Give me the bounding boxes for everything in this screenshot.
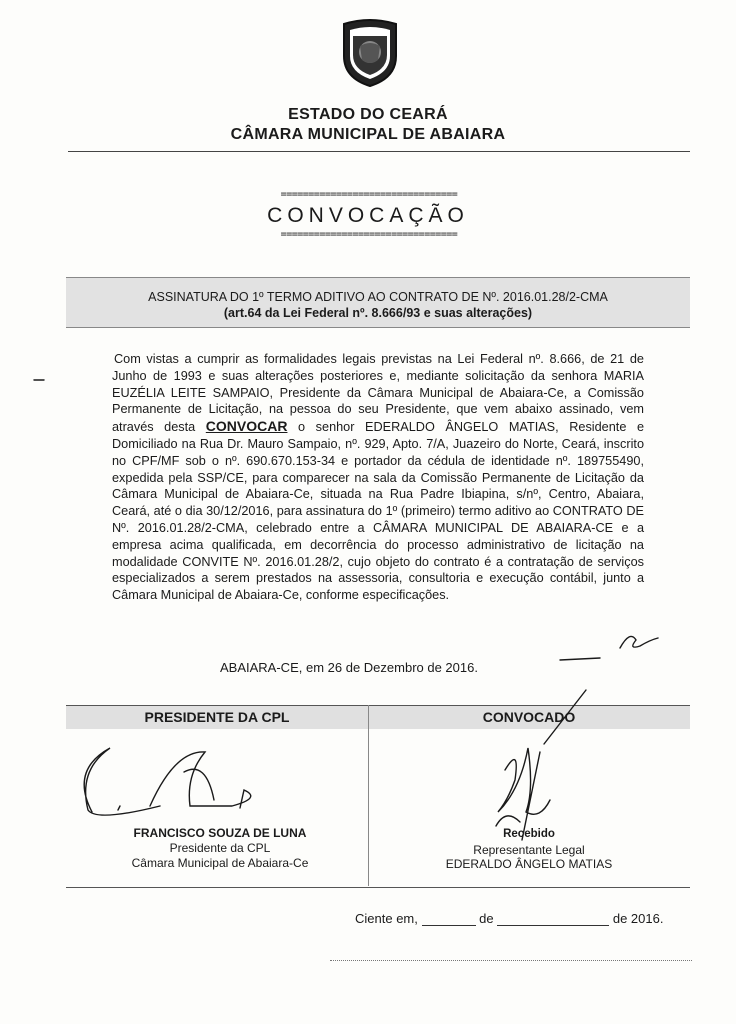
diagonal-stroke: [544, 690, 586, 744]
legal-basis-line: (art.64 da Lei Federal nº. 8.666/93 e suas alterações): [223, 306, 533, 320]
president-name: FRANCISCO SOUZA DE LUNA: [133, 826, 307, 840]
title-separator-top: ================================: [280, 189, 458, 200]
convoked-heading: CONVOCADO: [482, 709, 576, 725]
president-signature-stroke: [184, 769, 214, 800]
chamber-name: CÂMARA MUNICIPAL DE ABAIARA: [230, 126, 506, 143]
body-text-part2: o senhor EDERALDO ÂNGELO MATIAS, Residente e Domiciliado na Rua Dr. Mauro Sampaio, nº. 929, Apto. 7/A, Juazeiro do Norte, Ceará, inscrito no CPF/MF sob o nº. 690.670.153-34 e portador da cédula de identidade nº. 189755490, expedida pela SSP/CE, para comparecer na sala da Comissão Permanente de Licitação da Câmara Municipal de Abaiara-Ce, situada na Rua Padre Ibiapina, s/nº, Centro, Abaiara, Ceará, até o dia 30/12/2016, para assinatura do 1º (primeiro) termo aditivo ao CONTRATO DE Nº. 2016.01.28/2-CMA, celebrado entre a CÂMARA MUNICIPAL DE ABAIARA-CE e a empresa acima qualificada, em decorrência do processo administrativo de licitação na modalidade CONVITE Nº. 2016.01.28/2, cujo objeto do contrato é a contratação de serviços especializados a serem prestados na assessoria, consultoria e execução contábil, junto a Câmara Municipal de Abaiara-Ce, conforme especificações.: [112, 420, 644, 603]
acknowledgment-middle: de: [479, 911, 494, 926]
president-org: Câmara Municipal de Abaiara-Ce: [131, 856, 309, 870]
subject-line: ASSINATURA DO 1º TERMO ADITIVO AO CONTRATO DE Nº. 2016.01.28/2-CMA: [148, 290, 608, 304]
acknowledgment-prefix: Ciente em,: [355, 911, 418, 926]
initials-tail: [560, 658, 600, 660]
body-text-part1: Com vistas a cumprir as formalidades legais previstas na Lei Federal nº. 8.666, de 21 de Junho de 1993 e suas alterações posteriores e, mediante solicitação da senhora MARIA EUZÉLIA LEITE SAMPAIO, Presidente da Câmara Municipal de Abaiara-Ce, a Comissão Permanente de Licitação, na pessoa do seu Presidente, que vem abaixo assinado, vem através desta: [112, 352, 644, 435]
state-name: ESTADO DO CEARÁ: [288, 106, 448, 123]
convoked-name: EDERALDO ÂNGELO MATIAS: [445, 857, 613, 871]
convoked-signature: [496, 748, 550, 840]
convoked-role: Representante Legal: [473, 843, 585, 857]
initials-mark: [620, 636, 658, 648]
document-title: CONVOCAÇÃO: [267, 204, 469, 227]
president-role: Presidente da CPL: [169, 841, 271, 855]
convocar-keyword: CONVOCAR: [205, 418, 288, 435]
president-signature: [84, 748, 251, 815]
received-label: Recebido: [503, 828, 555, 840]
title-separator-bottom: ================================: [280, 229, 458, 240]
acknowledgment-suffix: de 2016.: [612, 911, 664, 926]
president-heading: PRESIDENTE DA CPL: [144, 709, 290, 725]
place-date: ABAIARA-CE, em 26 de Dezembro de 2016.: [220, 660, 478, 675]
